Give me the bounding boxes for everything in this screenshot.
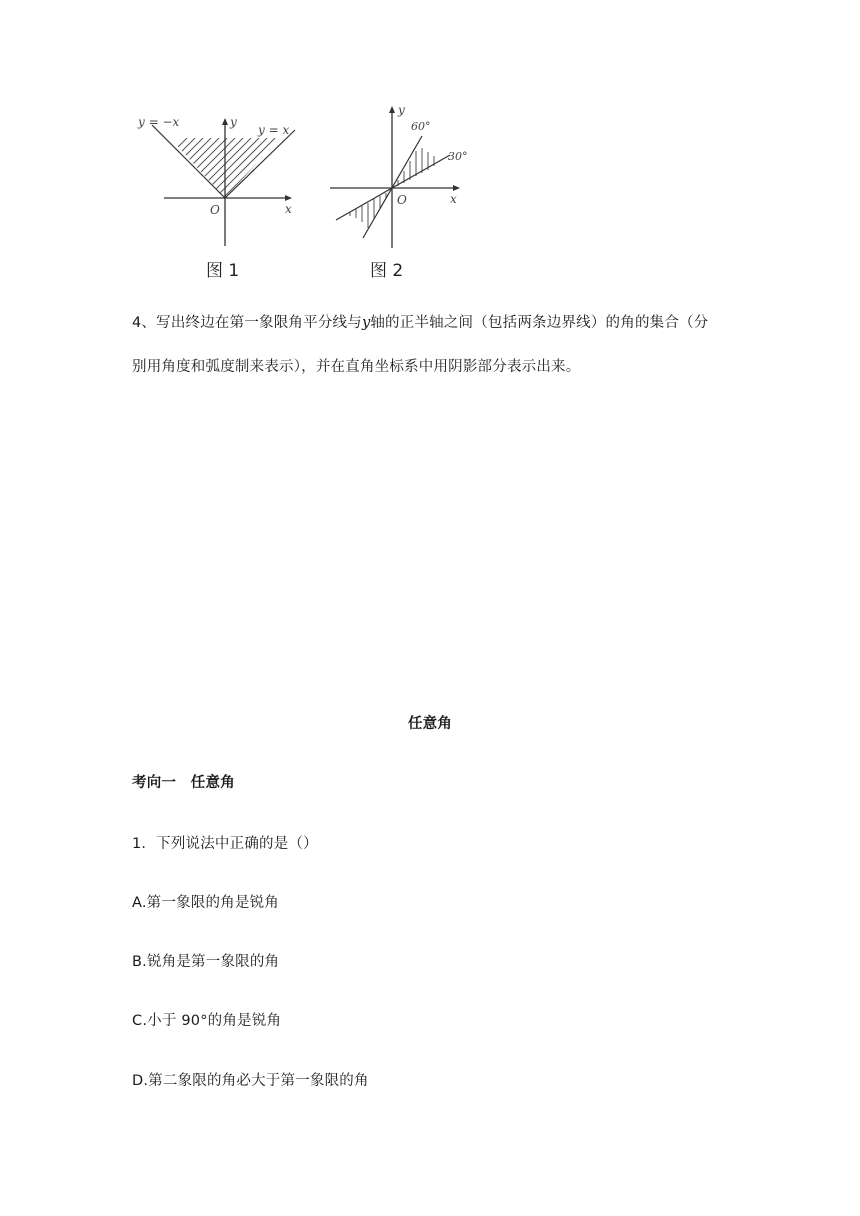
figure-2-label-60: 60°	[411, 120, 431, 133]
option-d: D.第二象限的角必大于第一象限的角	[132, 1073, 369, 1089]
option-c: C.小于 90°的角是锐角	[132, 1013, 282, 1029]
figure-1-line-y-x	[225, 130, 295, 198]
figure-1-caption: 图 1	[206, 261, 240, 281]
option-b: B.锐角是第一象限的角	[132, 954, 280, 970]
question-4-text-a: 4、写出终边在第一象限角平分线与	[132, 315, 362, 331]
figure-2-label-origin: O	[397, 193, 407, 207]
figure-2-label-x: x	[450, 192, 457, 206]
figure-1-label-y: y	[230, 115, 237, 129]
figure-1-label-left-line: y = −x	[138, 115, 180, 129]
figure-2-hatch-lower	[350, 193, 386, 228]
figure-2-caption: 图 2	[370, 261, 404, 281]
figure-1-label-origin: O	[210, 203, 220, 217]
figure-2-label-30: 30°	[448, 150, 468, 163]
figure-1-hatch	[130, 138, 299, 203]
figure-1-label-right-line: y = x	[258, 123, 290, 137]
option-a: A.第一象限的角是锐角	[132, 895, 279, 911]
question-4-text-b: 轴的正半轴之间（包括两条边界线）的角的集合（分	[370, 315, 709, 331]
section-subtitle: 考向一 任意角	[132, 775, 235, 791]
question-4-variable: y	[361, 315, 371, 331]
section-title: 任意角	[407, 716, 453, 732]
question-4-line-2: 别用角度和弧度制来表示），并在直角坐标系中用阴影部分表示出来。	[132, 359, 581, 375]
figure-2-diagram	[326, 100, 472, 250]
figure-1-line-y-neg-x	[152, 125, 225, 198]
figure-1-label-x: x	[285, 202, 292, 216]
figure-1	[130, 108, 300, 248]
figure-2	[326, 100, 472, 250]
question-1-stem: 1．下列说法中正确的是（）	[132, 836, 318, 852]
figure-2-label-y: y	[398, 103, 405, 117]
figure-1-diagram	[130, 108, 300, 248]
question-4-line-1	[132, 313, 708, 333]
